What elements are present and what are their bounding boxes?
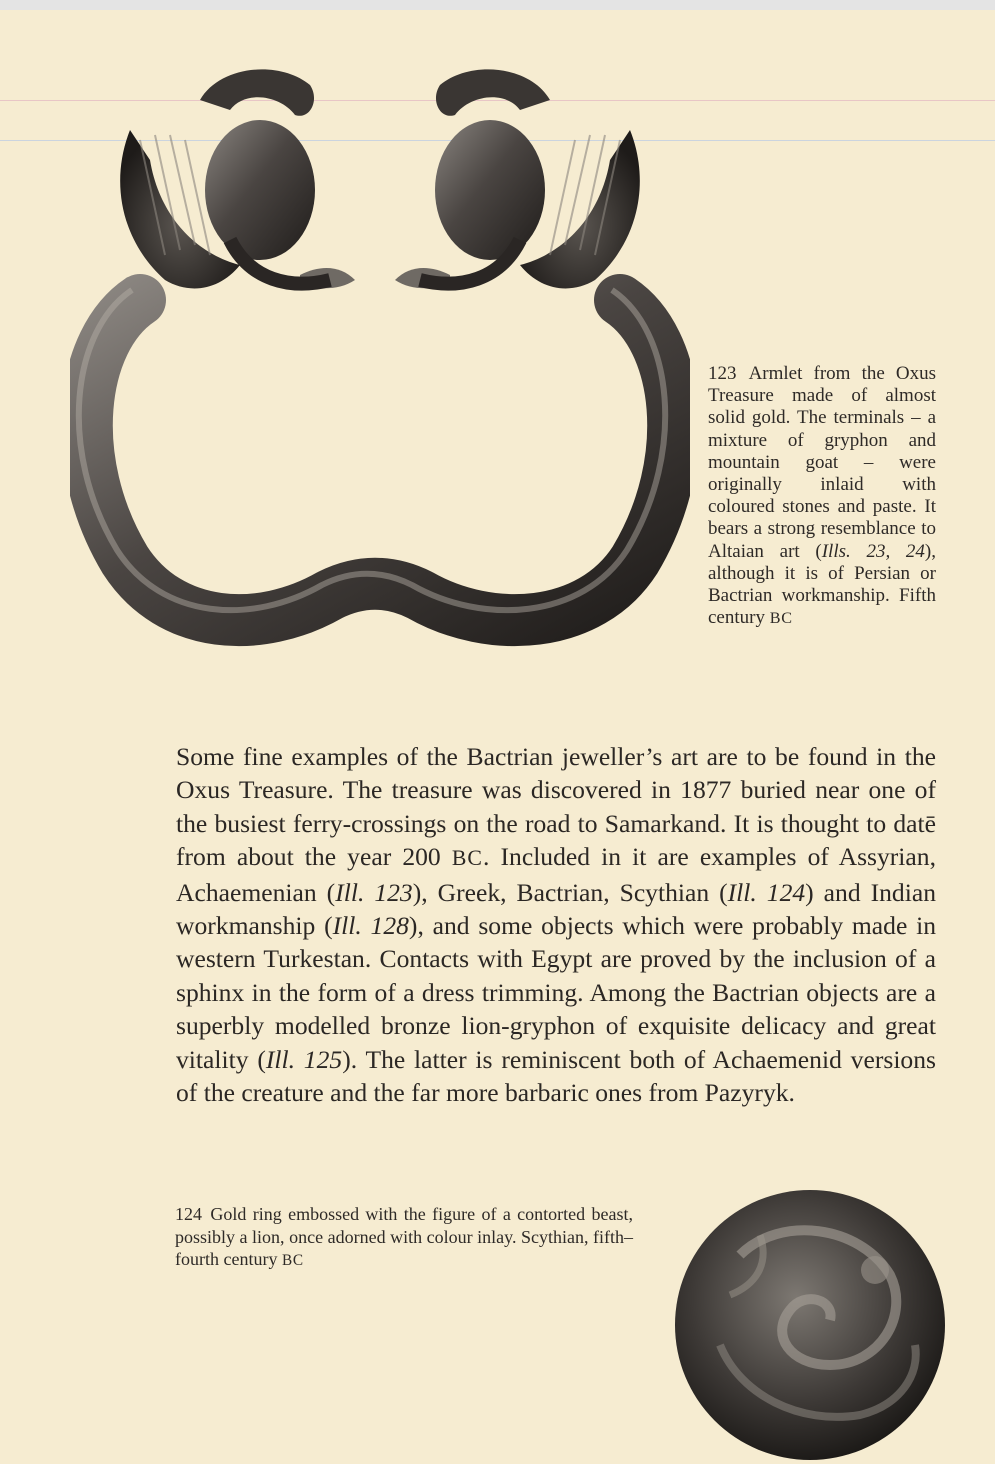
- figure-123-caption: [708, 363, 936, 630]
- body-era: BC: [451, 846, 484, 871]
- armlet-photo: [70, 40, 690, 660]
- body-text-segment: ). The latter is reminiscent both of Achaemenid versions of the creature and the far more barbaric ones from Pazyryk.: [176, 1044, 936, 1108]
- caption-illustration-ref: Ills. 23, 24: [821, 540, 925, 562]
- caption-era: BC: [281, 1252, 304, 1269]
- caption-era: BC: [769, 610, 793, 628]
- caption-number: 124: [175, 1204, 202, 1224]
- top-bar: [0, 0, 995, 10]
- body-text-segment: Some fine examples of the Bactrian jeweller’s art are to be found in the Oxus Treasure. The treasure was discovered in 1877 buried near one of the busiest ferry-crossings on the road to Samarkand. It is thought to datē from about the year 200: [176, 742, 936, 872]
- body-text-segment: ), Greek, Bactrian, Scythian (: [412, 877, 728, 907]
- caption-number: 123: [708, 363, 737, 384]
- figure-124-caption: [175, 1203, 633, 1273]
- illustration-ref: Ill. 123: [335, 877, 413, 907]
- body-text-segment: ), and some objects which were probably made in western Turkestan. Contacts with Egypt are proved by the inclusion of a sphinx in the form of a dress trimming. Among the Bactrian objects are a superbly modelled bronze lion-gryphon of exquisite delicacy and great vitality (: [176, 911, 936, 1074]
- illustration-ref: Ill. 124: [727, 877, 806, 907]
- caption-text: Armlet from the Oxus Treasure made of almost solid gold. The terminals – a mixture of gryphon and mountain goat – were originally inlaid with coloured stones and paste. It bears a strong resemblance to Altaian art (: [708, 363, 937, 562]
- illustration-ref: Ill. 128: [332, 911, 409, 941]
- caption-text: Gold ring embossed with the figure of a contorted beast, possibly a lion, once adorned with colour inlay. Scythian, fifth–fourth century: [175, 1204, 633, 1269]
- body-text-segment: . Included in it are examples of Assyrian, Achaemenian (: [176, 842, 936, 907]
- caption-text-continued: ), although it is of Persian or Bactrian workmanship. Fifth century: [708, 540, 936, 629]
- body-paragraph: [176, 740, 936, 1109]
- body-text-segment: ) and Indian workmanship (: [176, 877, 936, 941]
- gold-ring-photo: [660, 1175, 950, 1460]
- illustration-ref: Ill. 125: [265, 1044, 343, 1074]
